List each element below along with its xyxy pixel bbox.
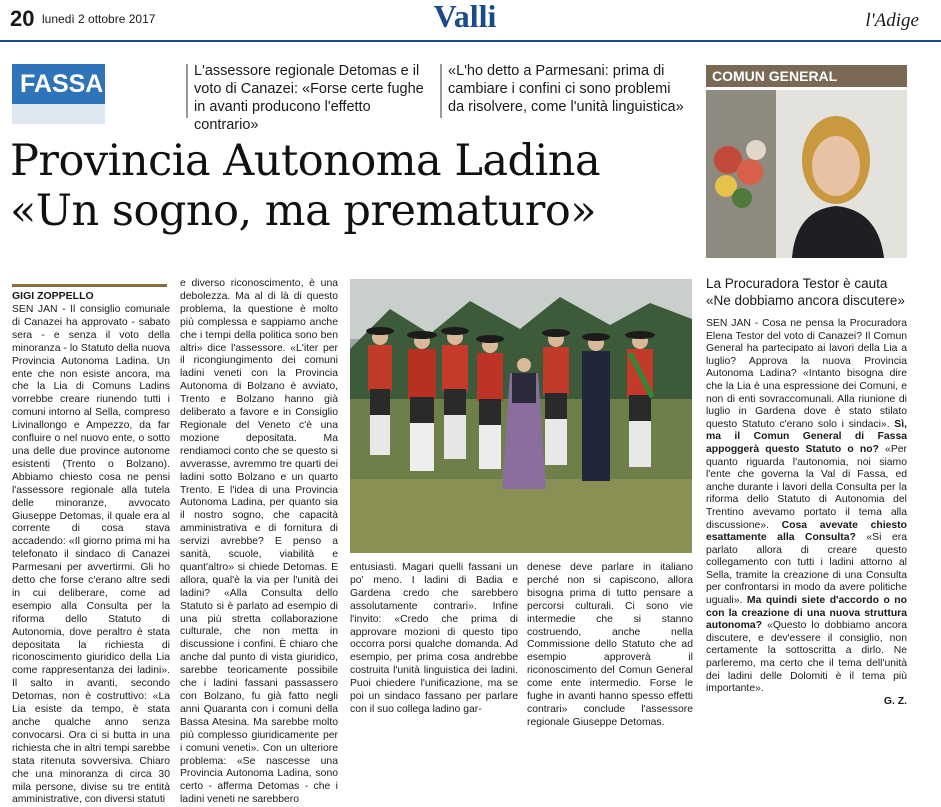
newspaper-name: l'Adige — [865, 10, 919, 31]
sidebar-headline — [706, 276, 907, 309]
article-column-1: SEN JAN - Il consiglio comunale di Canazei ha approvato - sabato sera - e senza il voto della minoranza - lo Statuto della nuova Provincia Autonoma Ladina. Un ente che non esiste ancora, ma che la Lia di Comuns Ladins vorrebbe creare riunendo tutti i comuni intorno al Sella, compreso Livinallongo e Ampezzo, da far confluire o nel nuovo ente, o sotto una delle due province autonome esistenti (Trento o Bolzano). Abbiamo chiesto cosa ne pensi l'assessore regionale alla tutela delle minoranze, avvocato Giuseppe Detomas, il quale era al corrente di cosa stava accadendo: «Il giorno prima mi ha telefonato il sindaco di Canazei Parmesani per avvertirmi. Gli ho detto che forse c'erano altre sedi in cui deliberare, come ad esempio alla Consulta per la riforma dello Statuto di Autonomia, dove peraltro è stata depositata la richiesta di riconoscimento giuridico della Lia come rappresentanza dei ladini». Il salto in avanti, secondo Detomas, non è costruttivo: «La Lia esiste da tempo, è stata anche qualche anno senza convocarsi. Ora ci si butta in una richiesta che in altri tempi sarebbe stata ritenuta sovversiva. Chiaro che una minoranza di circa 30 mila persone, divise su tre entità amministrative, con diversi statuti — [12, 304, 170, 806]
article-column-2: e diverso riconoscimento, è una debolezza. Ma al di là di questo problema, la questione è molto più complessa e sappiamo anche che i tempi della politica sono ben altri» dice l'assessore. «L'iter per il ricongiungimento dei comuni ladini veneti con la Provincia Autonoma di Bolzano è avviato, Trento e Bolzano hanno già deliberato a favore e in Consiglio Regionale del Veneto c'è una mozione depositata. Ma rendiamoci conto che se questo si avverasse, avremmo tre quarti dei ladini sotto Bolzano e un quarto Trento. E l'idea di una Provincia Autonoma Ladina, per quanto sia il nostro sogno, che capacità amministrativa e di fornitura di servizi avrebbe? E penso a sanità, scuole, viabilità e quant'altro» si chiede Detomas. E allora, qual'è la via per l'unità dei ladini? «Alla Consulta dello Statuto si è parlato ad esempio di una più stretta collaborazione culturale, che non metta in discussione i confini. È chiaro che anche dal punto di vista giuridico, sarebbe teoricamente possibile che i ladini fassani passassero con Bolzano, fu già fatto negli anni Quaranta con i comuni della Bassa Atesina. Ma sarebbe molto più complesso giuridicamente per i comuni veneti». Con un ulteriore problema: «Se nascesse una Provincia Autonoma Ladina, sono certo - afferma Detomas - che i ladini veneti ne sarebbero — [180, 278, 338, 806]
interview-answer: «Si era parlato allora di creare questo collegamento con tutti i ladini attorno al Sella, tramite la creazione di una Consulta per confrontarsi in modo da avere politiche uguali». — [706, 532, 907, 607]
page-number: 20 — [10, 6, 35, 31]
issue-date: lunedì 2 ottobre 2017 — [42, 12, 156, 26]
interview-question: Cosa avevate chiesto esattamente alla Consulta? — [706, 519, 907, 544]
sidebar-headline-line-1: La Procuradora Testor è cauta — [706, 276, 888, 291]
headline-line-2: «Un sogno, ma prematuro» — [10, 186, 597, 236]
interview-question: Ma quindi siete d'accordo o no con la creazione di una nuova struttura autonoma? — [706, 595, 908, 632]
interview-intro: SEN JAN - Cosa ne pensa la Procuradora Elena Testor del voto di Canazei? Il Comun General ha partecipato ai lavori della Lia a luglio? Approva la nuova Provincia Autonoma Ladina? — [706, 318, 907, 380]
portrait-photo — [706, 90, 907, 258]
kicker-2: «L'ho detto a Parmesani: prima di cambiare i confini ci sono problemi da risolvere, come l'unità linguistica» — [448, 63, 684, 115]
section-title: Valli — [433, 0, 497, 34]
headline-line-1: Provincia Autonoma Ladina — [10, 136, 601, 186]
headline — [10, 136, 700, 236]
sidebar-title: COMUN GENERAL — [706, 65, 907, 87]
interview-answer: «Per quanto riguarda l'autonomia, noi siamo l'ente che governa la Val di Fassa, ed anche durante i lavori della Consulta per la riforma dello Statuto di Autonomia del Trentino avevamo portato il tema alla discussione». — [706, 443, 907, 531]
header-rule — [0, 40, 941, 42]
interview-question: Sì, ma il Comun General di Fassa appoggerà questo Statuto o no? — [706, 418, 907, 455]
interview-answer: «Intanto bisogna dire che la Lia è una espressione dei Comuni, e non di enti sovraccomunali. Alla riunione di luglio in Gardena dove è stato stilato questo Statuto c'erano solo i sindaci». — [706, 368, 907, 430]
interview-answer: «Questo lo dobbiamo ancora discutere, e dev'essere il consiglio, non certamente la sottoscritta a dirlo. Ne parleremo, ma certo che il tema dell'unità dei ladini delle Dolomiti è il tema più importante». — [706, 620, 908, 695]
article-column-4: denese deve parlare in italiano perché non si capiscono, allora bisogna prima di tutto pensare a percorsi culturali. Ci sono vie intermedie che si stanno costruendo, anche nella Commissione dello Statuto che ad esempio approverà il riconoscimento del Comun General come ente intermedio. Forse le fughe in avanti hanno spesso effetti contrari» conclude l'assessore regionale Giuseppe Detomas. — [527, 562, 693, 728]
kicker-1: L'assessore regionale Detomas e il voto di Canazei: «Forse certe fughe in avanti producono l'effetto contrario» — [194, 63, 424, 133]
group-photo — [350, 279, 692, 553]
sidebar-interview — [706, 318, 907, 708]
article-column-3: entusiasti. Magari quelli fassani un po' meno. I ladini di Badia e Gardena credo che sarebbero assolutamente contrari». Infine l'invito: «Credo che prima di approvare mozioni di questo tipo occorra porsi qualche domanda. Ad esempio, per prima cosa andrebbe costruita l'unità linguistica dei ladini. Puoi chiedere l'unificazione, ma se poi un sindaco fassano per parlare con il suo collega ladino gar- — [350, 562, 518, 715]
byline: GIGI ZOPPELLO — [12, 284, 167, 302]
author-initials: G. Z. — [883, 695, 907, 707]
kicker-divider — [440, 64, 442, 118]
kicker-divider — [186, 64, 188, 118]
tag-strip — [12, 104, 105, 124]
location-tag: FASSA — [12, 64, 105, 104]
sidebar-headline-line-2: «Ne dobbiamo ancora discutere» — [706, 292, 905, 308]
